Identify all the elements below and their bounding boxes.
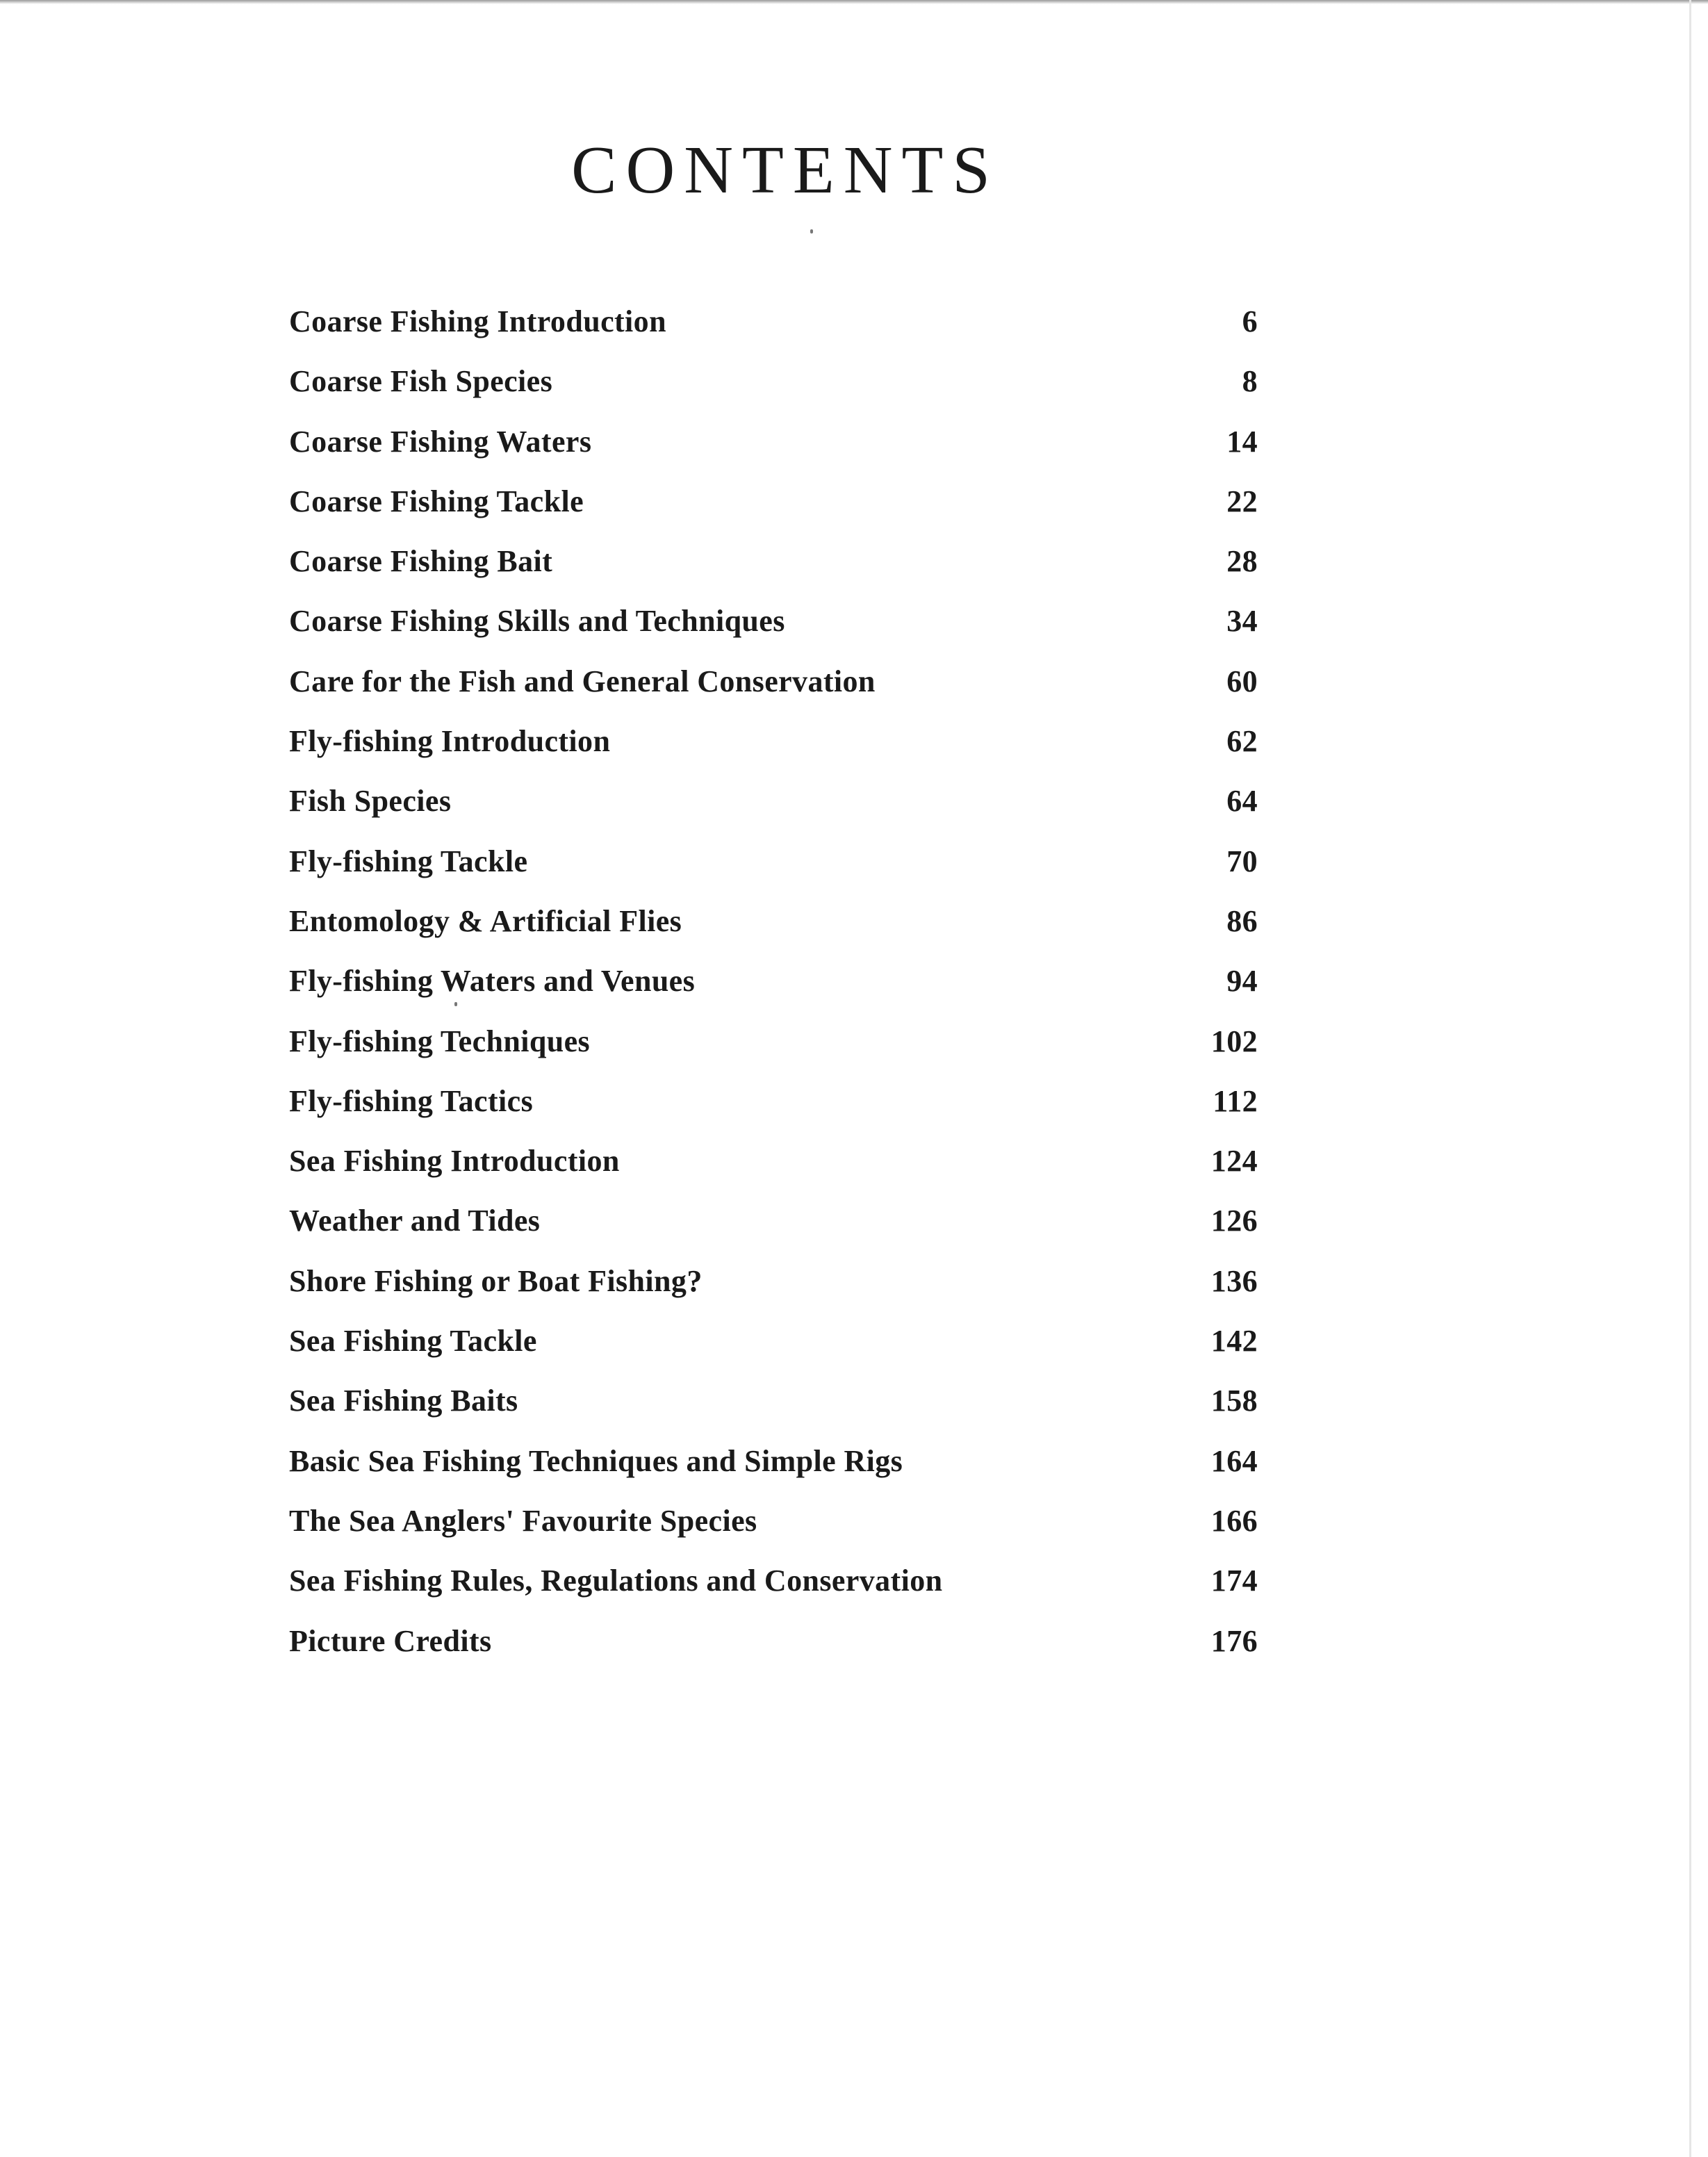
toc-entry-page-number: 158 (1210, 1384, 1258, 1418)
toc-entry-title: Basic Sea Fishing Techniques and Simple Rigs (289, 1443, 903, 1478)
toc-entry-title: Fly-fishing Waters and Venues (289, 964, 696, 999)
toc-entry-title: Fish Species (289, 784, 452, 819)
toc-entry-title: Fly-fishing Tackle (289, 844, 528, 878)
toc-entry-page-number: 6 (1242, 304, 1258, 338)
toc-entry-page-number: 64 (1226, 784, 1258, 819)
toc-entry (289, 958, 1258, 1018)
toc-entry (289, 1318, 1258, 1378)
scan-edge-top (0, 0, 1708, 4)
toc-entry-page-number: 174 (1210, 1564, 1258, 1598)
toc-entry-page-number: 126 (1210, 1204, 1258, 1238)
toc-entry-title: Sea Fishing Rules, Regulations and Conservation (289, 1564, 943, 1598)
toc-entry-page-number: 136 (1210, 1263, 1258, 1298)
toc-entry-page-number: 62 (1226, 724, 1258, 759)
toc-entry-page-number: 166 (1210, 1503, 1258, 1538)
toc-entry-title: Shore Fishing or Boat Fishing? (289, 1263, 703, 1298)
toc-entry (289, 1138, 1258, 1198)
toc-entry (289, 778, 1258, 838)
toc-entry-page-number: 112 (1213, 1083, 1258, 1118)
toc-entry-title: Care for the Fish and General Conservation (289, 664, 876, 698)
table-of-contents (289, 299, 1258, 1678)
toc-entry (289, 299, 1258, 359)
toc-entry (289, 1558, 1258, 1618)
toc-entry-title: Sea Fishing Introduction (289, 1144, 620, 1179)
toc-entry-page-number: 28 (1226, 544, 1258, 579)
toc-entry-title: Fly-fishing Tactics (289, 1083, 534, 1118)
toc-entry (289, 899, 1258, 958)
toc-entry-title: Entomology & Artificial Flies (289, 903, 682, 938)
page-title: CONTENTS (571, 133, 999, 208)
toc-entry (289, 539, 1258, 598)
toc-entry (289, 419, 1258, 479)
toc-entry-title: Coarse Fishing Tackle (289, 484, 584, 518)
toc-entry (289, 1438, 1258, 1498)
toc-entry (289, 1618, 1258, 1678)
toc-entry-page-number: 22 (1226, 484, 1258, 518)
toc-entry-page-number: 34 (1226, 604, 1258, 639)
toc-entry (289, 359, 1258, 418)
toc-entry (289, 1258, 1258, 1318)
toc-entry (289, 1078, 1258, 1138)
toc-entry-title: Fly-fishing Introduction (289, 724, 611, 759)
toc-entry (289, 479, 1258, 539)
toc-entry-title: The Sea Anglers' Favourite Species (289, 1503, 757, 1538)
toc-entry-title: Coarse Fish Species (289, 364, 553, 399)
toc-entry (289, 1498, 1258, 1558)
toc-entry-title: Picture Credits (289, 1623, 492, 1658)
toc-entry-page-number: 164 (1210, 1443, 1258, 1478)
toc-entry-title: Coarse Fishing Bait (289, 544, 553, 579)
scan-edge-right (1689, 0, 1691, 2157)
toc-entry-page-number: 14 (1226, 424, 1258, 459)
toc-entry (289, 1378, 1258, 1438)
toc-entry-page-number: 60 (1226, 664, 1258, 698)
toc-entry-page-number: 142 (1210, 1324, 1258, 1359)
toc-entry-page-number: 124 (1210, 1144, 1258, 1179)
toc-entry-page-number: 8 (1242, 364, 1258, 399)
toc-entry-title: Weather and Tides (289, 1204, 541, 1238)
toc-entry-title: Fly-fishing Techniques (289, 1024, 591, 1058)
toc-entry (289, 839, 1258, 899)
toc-entry-page-number: 176 (1210, 1623, 1258, 1658)
toc-entry-title: Coarse Fishing Waters (289, 424, 592, 459)
scan-speck (810, 229, 813, 233)
toc-entry (289, 659, 1258, 719)
toc-entry-title: Coarse Fishing Skills and Techniques (289, 604, 785, 639)
toc-entry-page-number: 102 (1210, 1024, 1258, 1058)
toc-entry (289, 1019, 1258, 1078)
toc-entry (289, 1198, 1258, 1258)
toc-entry-title: Sea Fishing Baits (289, 1384, 518, 1418)
toc-entry-page-number: 70 (1226, 844, 1258, 878)
toc-entry-title: Coarse Fishing Introduction (289, 304, 666, 338)
toc-entry (289, 719, 1258, 778)
toc-entry-title: Sea Fishing Tackle (289, 1324, 537, 1359)
toc-entry-page-number: 86 (1226, 903, 1258, 938)
toc-entry-page-number: 94 (1226, 964, 1258, 999)
toc-entry (289, 598, 1258, 658)
